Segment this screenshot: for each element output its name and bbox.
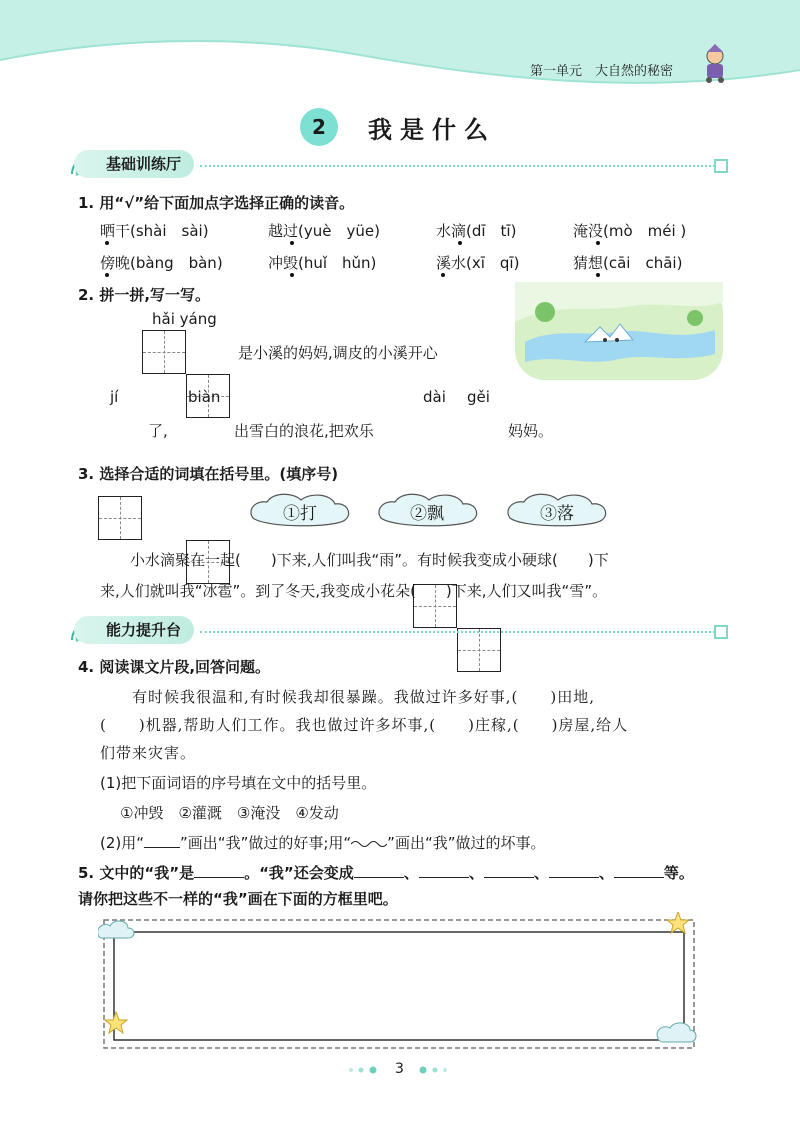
emphasis-dot <box>458 241 462 245</box>
q5-etc: 等。 <box>663 864 694 882</box>
q5-part: 。“我”还会变成 <box>244 864 354 882</box>
q1-prompt: 1. 用“√”给下面加点字选择正确的读音。 <box>78 194 355 212</box>
q4-word-list: ①冲毁 ②灌溉 ③淹没 ④发动 <box>120 804 339 822</box>
word-option: ②飘 <box>410 504 444 524</box>
q2-prompt: 2. 拼一拼,写一写。 <box>78 286 211 304</box>
section-divider-end <box>714 625 728 639</box>
q1-item: 傍晚(bàng bàn) <box>100 254 223 272</box>
q5-sep: 、 <box>598 864 614 882</box>
footer-dots <box>415 1064 455 1076</box>
header-band <box>0 0 800 95</box>
q3-prompt: 3. 选择合适的词填在括号里。(填序号) <box>78 465 339 483</box>
page-number: 3 <box>395 1061 404 1077</box>
q1-item: 猜想(cāi chāi) <box>573 254 683 272</box>
q4-sub2-part: ”画出“我”做过的坏事。 <box>387 834 546 852</box>
answer-blank[interactable] <box>484 877 534 878</box>
writing-cell[interactable] <box>142 330 186 374</box>
q4-sub2-part: (2)用“ <box>100 834 145 852</box>
emphasis-dot <box>441 273 445 277</box>
q5-line2: 请你把这些不一样的“我”画在下面的方框里吧。 <box>78 890 398 908</box>
q4-sub1: (1)把下面词语的序号填在文中的括号里。 <box>100 774 377 792</box>
lesson-title: 我是什么 <box>368 115 496 144</box>
wavy-line-sample <box>351 838 387 848</box>
answer-blank[interactable] <box>549 877 599 878</box>
emphasis-dot <box>105 273 109 277</box>
answer-blank[interactable] <box>354 877 404 878</box>
answer-blank[interactable] <box>614 877 664 878</box>
q1-item: 淹没(mò méi ) <box>573 222 687 240</box>
emphasis-dot <box>596 241 600 245</box>
emphasis-dot <box>290 241 294 245</box>
q4-sub2-part: ”画出“我”做过的好事;用“ <box>180 834 352 852</box>
q3-sentence: 来,人们就叫我“冰雹”。到了冬天,我变成小花朵( )下来,人们又叫我“雪”。 <box>100 582 608 600</box>
lesson-number-badge: 2 <box>300 108 338 146</box>
straight-line-sample <box>144 847 180 848</box>
q2-text: 是小溪的妈妈,调皮的小溪开心 <box>238 344 438 362</box>
q1-item: 晒干(shài sài) <box>100 222 209 240</box>
pinyin-label: biàn <box>188 388 221 406</box>
word-option: ①打 <box>283 504 317 524</box>
q5-sep: 、 <box>403 864 419 882</box>
passage-line: 们带来灾害。 <box>100 744 197 762</box>
q2-text: 出雪白的浪花,把欢乐 <box>234 422 374 440</box>
section-divider <box>200 165 715 167</box>
section-label: 基础训练厅 <box>74 150 194 178</box>
emphasis-dot <box>596 273 600 277</box>
writing-cell[interactable] <box>457 628 501 672</box>
mascot-icon <box>698 44 732 84</box>
footer-dots <box>345 1064 385 1076</box>
q4-prompt: 4. 阅读课文片段,回答问题。 <box>78 658 271 676</box>
q3-sentence: 小水滴聚在一起( )下来,人们叫我“雨”。有时候我变成小硬球( )下 <box>100 551 609 569</box>
q2-text: 妈妈。 <box>508 422 554 440</box>
answer-blank[interactable] <box>419 877 469 878</box>
word-option: ③落 <box>540 504 574 524</box>
emphasis-dot <box>290 273 294 277</box>
stream-illustration <box>515 282 723 380</box>
passage-line: ( )机器,帮助人们工作。我也做过许多坏事,( )庄稼,( )房屋,给人 <box>100 716 629 734</box>
pinyin-label: dài <box>423 388 446 406</box>
q5-part: 5. 文中的“我”是 <box>78 864 195 882</box>
unit-label: 第一单元 大自然的秘密 <box>530 64 674 79</box>
drawing-frame[interactable] <box>98 912 703 1054</box>
q5-sep: 、 <box>533 864 549 882</box>
q5-line1 <box>78 862 694 883</box>
q1-item: 冲毁(huǐ hǔn) <box>268 254 377 272</box>
q1-item: 越过(yuè yüe) <box>268 222 380 240</box>
writing-cell[interactable] <box>98 496 142 540</box>
q4-sub2 <box>100 832 546 853</box>
q1-item: 水滴(dī tī) <box>436 222 517 240</box>
pinyin-label: gěi <box>467 388 490 406</box>
pinyin-label: hǎi yáng <box>152 310 217 328</box>
answer-blank[interactable] <box>194 877 244 878</box>
pinyin-label: jí <box>110 388 119 406</box>
section-divider-end <box>714 159 728 173</box>
passage-line: 有时候我很温和,有时候我却很暴躁。我做过许多好事,( )田地, <box>100 688 596 706</box>
q1-item: 溪水(xī qī) <box>436 254 520 272</box>
q5-sep: 、 <box>468 864 484 882</box>
section-divider <box>200 631 715 633</box>
q2-text: 了, <box>148 422 168 440</box>
section-label: 能力提升台 <box>74 616 194 644</box>
emphasis-dot <box>105 241 109 245</box>
